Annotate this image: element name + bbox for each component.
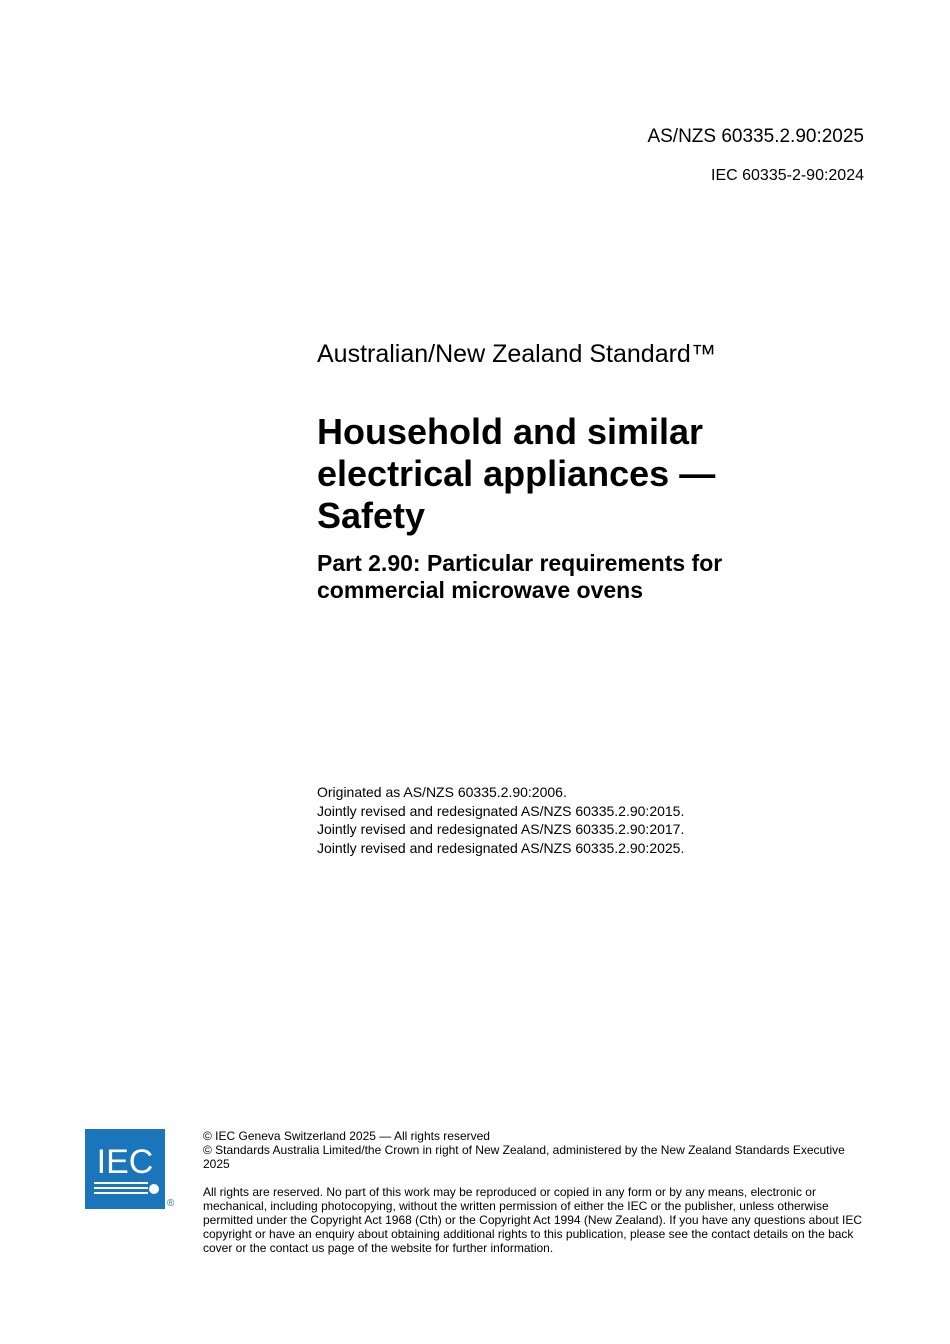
history-line: Jointly revised and redesignated AS/NZS 60335.2.90:2017.: [317, 821, 685, 837]
document-part-title: Part 2.90: Particular requirements for commercial microwave ovens: [317, 550, 723, 603]
revision-history: [317, 783, 684, 857]
iec-logo: [85, 1129, 165, 1209]
registered-mark: ®: [167, 1198, 175, 1209]
title-block: [317, 339, 877, 604]
copyright-standards-australia: © Standards Australia Limited/the Crown in right of New Zealand, administered by the New Zealand Standards Executive 2025: [203, 1143, 845, 1171]
history-line: Originated as AS/NZS 60335.2.90:2006.: [317, 784, 567, 800]
iec-logo-graphic: [85, 1129, 165, 1209]
standard-number: AS/NZS 60335.2.90:2025: [647, 126, 864, 147]
copyright-notice: [203, 1129, 868, 1255]
document-title: Household and similar electrical appliances — Safety: [317, 411, 716, 536]
rights-statement: All rights are reserved. No part of this work may be reproduced or copied in any form or by any means, electronic or mechanical, including photocopying, without the written permission of either the IEC or the publisher, unless otherwise permitted under the Copyright Act 1968 (Cth) or the Copyright Act 1994 (New Zealand). If you have any questions about IEC copyright or have an enquiry about obtaining additional rights to this publication, please see the contact details on the back cover or the contact us page of the website for further information.: [203, 1185, 863, 1255]
iec-logo-text: IEC: [96, 1143, 154, 1181]
history-line: Jointly revised and redesignated AS/NZS 60335.2.90:2015.: [317, 802, 685, 819]
iec-number: IEC 60335-2-90:2024: [711, 167, 864, 184]
standard-series: Australian/New Zealand Standard™: [317, 340, 716, 368]
history-line: Jointly revised and redesignated AS/NZS 60335.2.90:2025.: [317, 839, 685, 856]
copyright-iec: © IEC Geneva Switzerland 2025 — All rights reserved: [203, 1129, 490, 1143]
